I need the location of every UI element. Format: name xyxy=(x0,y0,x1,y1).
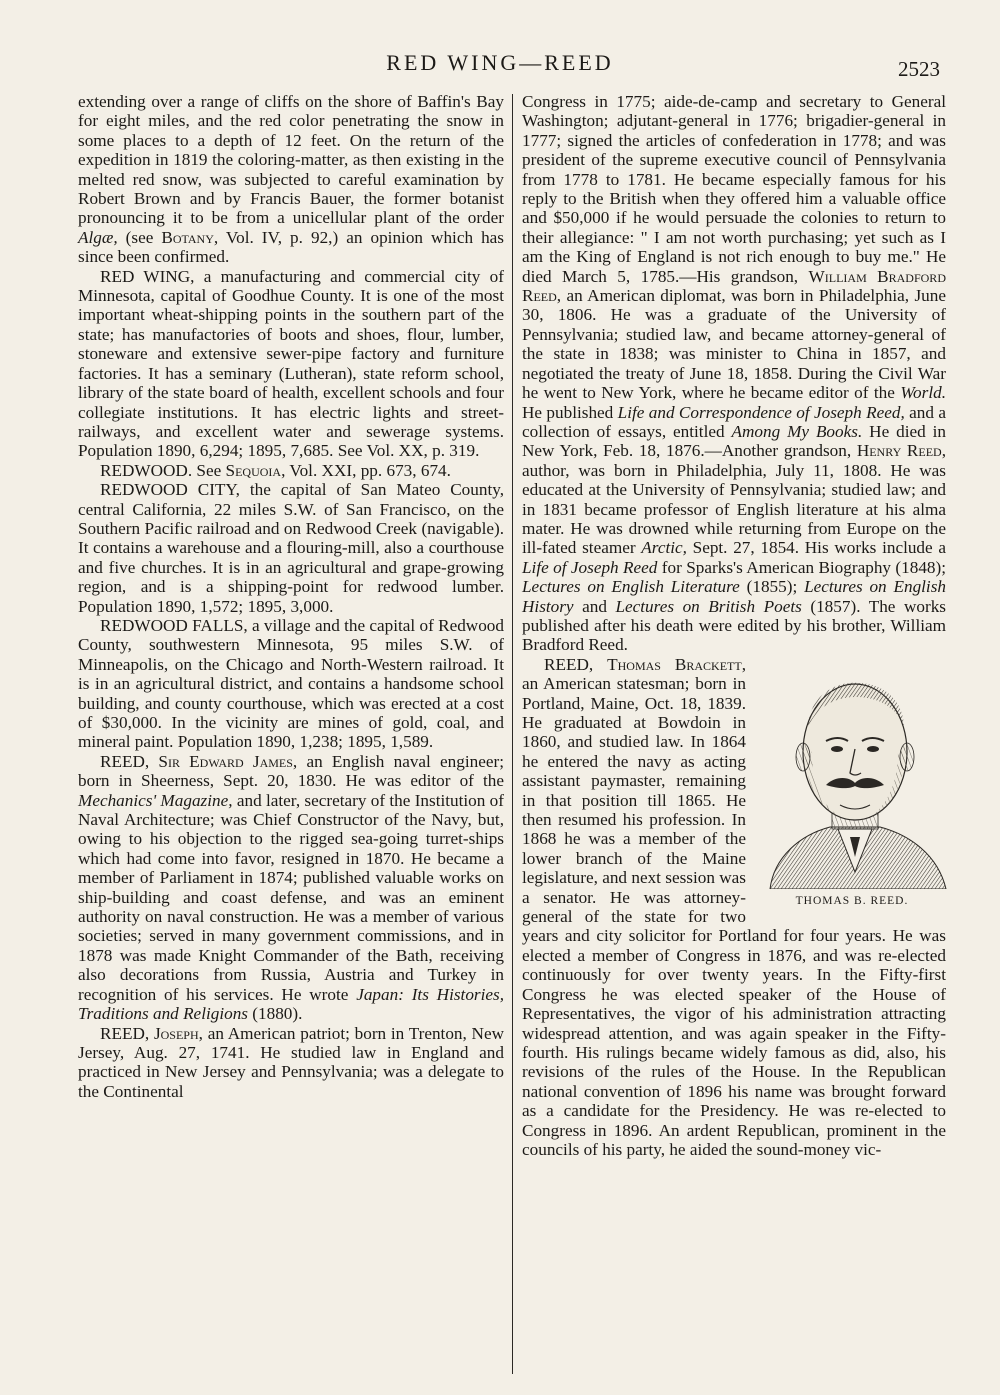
running-head: RED WING—REED xyxy=(386,50,614,75)
reed-joseph-continuation: Congress in 1775; aide-de-camp and secretary to General Washington; adjutant-general in 1776; brigadier-general in 1777; signed the articles of confederation in 1778; and was president of the supreme executive council of Pennsylvania from 1778 to 1781. He became especially famous for his reply to the British when they offered him a valuable office and $50,000 if he would persuade the colonies to return to their allegiance: " I am not worth purchasing; yet such as I am the King of England is not rich enough to buy me." He died March 5, 1785.—His grandson, William Bradford Reed, an American diplomat, was born in Philadelphia, June 30, 1806. He was a graduate of the University of Pennsylvania; studied law, and became attorney-general of the state in 1838; was minister to China in 1857, and negotiated the treaty of June 18, 1858. During the Civil War he went to New York, where he became editor of the World. He published Life and Correspondence of Joseph Reed, and a collection of essays, entitled Among My Books. He died in New York, Feb. 18, 1876.—Another grandson, Henry Reed, author, was born in Philadelphia, July 11, 1808. He was educated at the University of Pennsylvania; studied law; and in 1831 became professor of English literature at his alma mater. He was drowned while returning from Europe on the ill-fated steamer Arctic, Sept. 27, 1854. His works include a Life of Joseph Reed for Sparks's American Biography (1848); Lectures on English Literature (1855); Lectures on English History and Lectures on British Poets (1857). The works published after his death were edited by his brother, William Bradford Reed. xyxy=(522,92,946,655)
right-column xyxy=(522,92,946,1159)
entry-reed-thomas-brackett: THOMAS B. REED. REED, Thomas Brackett, an American statesman; born in Portland, Maine, Oct. 18, 1839. He graduated at Bowdoin in 1860, and studied law. In 1864 he entered the navy as acting assistant paymaster, remaining in that position till 1865. He then resumed his profession. In 1868 he was a member of the lower branch of the Maine legislature, and next session was a senator. He was attorney-general of the state for two years and city solicitor for Portland for four years. He was elected a member of Congress in 1876, and was re-elected continuously for over twenty years. In the Fifty-first Congress he was elected speaker of the House of Representatives, the vigor of his administration attracting widespread attention, and was again speaker in the Fifty-fourth. His rulings became widely famous as did, also, his revisions of the rules of the House. In the Republican national convention of 1896 his name was brought forward as a candidate for the Presidency. He was re-elected to Congress in 1896. An ardent Republican, prominent in the councils of his party, he aided the sound-money vic- xyxy=(522,655,946,1160)
portrait-engraving xyxy=(760,657,950,889)
column-divider xyxy=(512,94,513,1374)
portrait-caption: THOMAS B. REED. xyxy=(795,894,909,907)
entry-red-wing: RED WING, a manufacturing and commercial city of Minnesota, capital of Goodhue County. It is one of the most important wheat-shipping points in the southern part of the state; has manufactories of boots and shoes, flour, lumber, stoneware and extensive sewer-pipe factory and furniture factories. It has a seminary (Lutheran), state reform school, library of the state board of health, excellent schools and four collegiate institutions. It has electric lights and street-railways, and excellent water and sewerage systems. Population 1890, 6,294; 1895, 7,685. See Vol. XX, p. 319. xyxy=(78,266,504,461)
entry-reed-joseph: REED, Joseph, an American patriot; born in Trenton, New Jersey, Aug. 27, 1741. He studied law in England and practiced in New Jersey and Pennsylvania; was a delegate to the Continental xyxy=(78,1023,505,1101)
left-column xyxy=(78,92,504,1101)
entry-redwood-city: REDWOOD CITY, the capital of San Mateo County, central California, 22 miles S.W. of San Francisco, on the Southern Pacific railroad and on Redwood Creek (navigable). It contains a warehouse and a flouring-mill, also a courthouse and five churches. It is in an agricultural and grape-growing region, and is a shipping-point for redwood lumber. Population 1890, 1,572; 1895, 3,000. xyxy=(78,480,504,616)
portrait-figure xyxy=(754,657,950,911)
entry-redwood-falls: REDWOOD FALLS, a village and the capital of Redwood County, southwestern Minnesota, 95 miles S.W. of Minneapolis, on the Chicago and North-Western railroad. It is in an agricultural district, and contains a handsome school building, and county courthouse, which was erected at a cost of $30,000. In the vicinity are mines of gold, coal, and mineral paint. Population 1890, 1,238; 1895, 1,589. xyxy=(78,615,504,752)
page-number: 2523 xyxy=(898,57,940,81)
red-snow-continuation: extending over a range of cliffs on the shore of Baffin's Bay for eight miles, and the red color penetrating the snow in some places to a depth of 12 feet. On the return of the expedition in 1819 the coloring-matter, as then existing in the melted red snow, was subjected to careful examination by Robert Brown and by Francis Bauer, the former botanist pronouncing it to be from a unicellular plant of the order Algæ, (see Botany, Vol. IV, p. 92,) an opinion which has since been confirmed. xyxy=(78,92,504,267)
entry-redwood: REDWOOD. See Sequoia, Vol. XXI, pp. 673, 674. xyxy=(100,460,451,480)
entry-reed-edward-james: REED, Sir Edward James, an English naval engineer; born in Sheerness, Sept. 20, 1830. He was editor of the Mechanics' Magazine, and later, secretary of the Institution of Naval Architecture; was Chief Constructor of the Navy, but, owing to his objection to the rigged sea-going turret-ships which had come into favor, resigned in 1870. He became a member of Parliament in 1874; published valuable works on ship-building and coast defense, and was an eminent authority on naval construction. He was a member of various societies; served in many government commissions, and in 1878 was made Knight Commander of the Bath, receiving also decorations from Russia, Austria and Turkey in recognition of his services. He wrote Japan: Its Histories, Traditions and Religions (1880). xyxy=(78,751,504,1024)
